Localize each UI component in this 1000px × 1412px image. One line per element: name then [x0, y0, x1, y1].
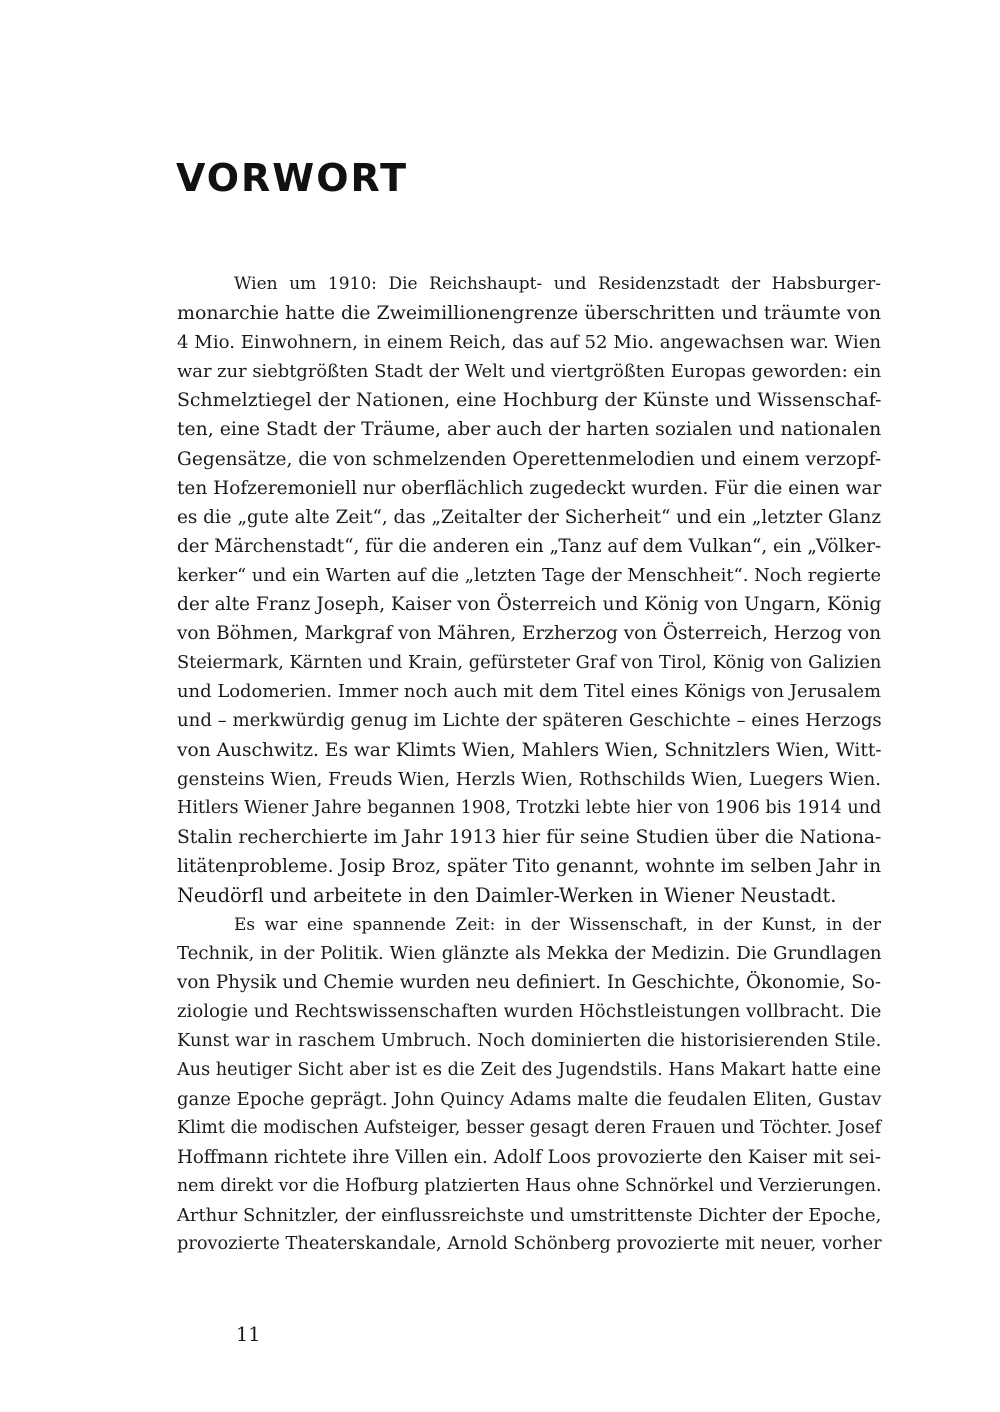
- text-line: litätenprobleme. Josip Broz, später Tito genannt, wohnte im selben Jahr in: [177, 855, 882, 877]
- paragraph-2: [177, 910, 881, 1259]
- text-line: und Lodomerien. Immer noch auch mit dem Titel eines Königs von Jerusalem: [177, 681, 881, 703]
- text-line: Hoffmann richtete ihre Villen ein. Adolf Loos provozierte den Kaiser mit sei-: [177, 1146, 881, 1168]
- text-line: ganze Epoche geprägt. John Quincy Adams malte die feudalen Eliten, Gustav: [177, 1088, 882, 1110]
- text-line: Es war eine spannende Zeit: in der Wissenschaft, in der Kunst, in der: [234, 914, 881, 935]
- text-line: Schmelztiegel der Nationen, eine Hochburg der Künste und Wissenschaf-: [177, 389, 882, 412]
- text-line: Aus heutiger Sicht aber ist es die Zeit des Jugendstils. Hans Makart hatte eine: [177, 1059, 881, 1080]
- text-line: kerker“ und ein Warten auf die „letzten Tage der Menschheit“. Noch regierte: [177, 564, 882, 586]
- text-line: es die „gute alte Zeit“, das „Zeitalter der Sicherheit“ und ein „letzter Glanz: [177, 506, 881, 528]
- text-line: Neudörfl und arbeitete in den Daimler-Werken in Wiener Neustadt.: [177, 883, 837, 907]
- text-line: ziologie und Rechtswissenschaften wurden Höchstleistungen vollbracht. Die: [177, 1001, 882, 1023]
- text-line: Kunst war in raschem Umbruch. Noch dominierten die historisierenden Stile.: [177, 1030, 882, 1052]
- text-line: Stalin recherchierte im Jahr 1913 hier für seine Studien über die Nationa-: [177, 826, 882, 848]
- text-line: Hitlers Wiener Jahre begannen 1908, Trotzki lebte hier von 1906 bis 1914 und: [177, 797, 882, 818]
- text-line: war zur siebtgrößten Stadt der Welt und viertgrößten Europas geworden: ein: [177, 361, 882, 383]
- text-line: ten Hofzeremoniell nur oberflächlich zugedeckt wurden. Für die einen war: [177, 477, 882, 499]
- text-line: von Böhmen, Markgraf von Mähren, Erzherzog von Österreich, Herzog von: [177, 623, 882, 645]
- text-line: Klimt die modischen Aufsteiger, besser gesagt deren Frauen und Töchter. Josef: [177, 1117, 882, 1138]
- chapter-title: VORWORT: [176, 156, 408, 200]
- body-text: [177, 270, 881, 1259]
- text-line: provozierte Theaterskandale, Arnold Schönberg provozierte mit neuer, vorher: [177, 1234, 882, 1255]
- text-line: nem direkt vor die Hofburg platzierten Haus ohne Schnörkel und Verzierungen.: [177, 1175, 882, 1196]
- text-line: monarchie hatte die Zweimillionengrenze überschritten und träumte von: [177, 302, 882, 325]
- paragraph-1: [177, 270, 881, 910]
- text-line: Technik, in der Politik. Wien glänzte als Mekka der Medizin. Die Grundlagen: [177, 943, 882, 965]
- text-line: Arthur Schnitzler, der einflussreichste und umstrittenste Dichter der Epoche,: [177, 1205, 882, 1226]
- text-line: Steiermark, Kärnten und Krain, gefürsteter Graf von Tirol, König von Galizien: [177, 652, 882, 674]
- text-line: gensteins Wien, Freuds Wien, Herzls Wien, Rothschilds Wien, Luegers Wien.: [177, 768, 881, 790]
- text-line: der alte Franz Joseph, Kaiser von Österreich und König von Ungarn, König: [177, 594, 882, 616]
- page-number: 11: [236, 1323, 261, 1346]
- text-line: von Auschwitz. Es war Klimts Wien, Mahlers Wien, Schnitzlers Wien, Witt-: [177, 739, 882, 761]
- text-line: Wien um 1910: Die Reichshaupt- und Residenzstadt der Habsburger-: [234, 274, 881, 294]
- text-line: von Physik und Chemie wurden neu definiert. In Geschichte, Ökonomie, So-: [177, 972, 882, 994]
- text-line: und – merkwürdig genug im Lichte der späteren Geschichte – eines Herzogs: [177, 710, 882, 732]
- text-line: 4 Mio. Einwohnern, in einem Reich, das auf 52 Mio. angewachsen war. Wien: [177, 332, 881, 354]
- text-line: Gegensätze, die von schmelzenden Operettenmelodien und einem verzopf-: [177, 448, 882, 470]
- text-line: ten, eine Stadt der Träume, aber auch der harten sozialen und nationalen: [177, 419, 882, 441]
- text-line: der Märchenstadt“, für die anderen ein „Tanz auf dem Vulkan“, ein „Völker-: [177, 535, 882, 557]
